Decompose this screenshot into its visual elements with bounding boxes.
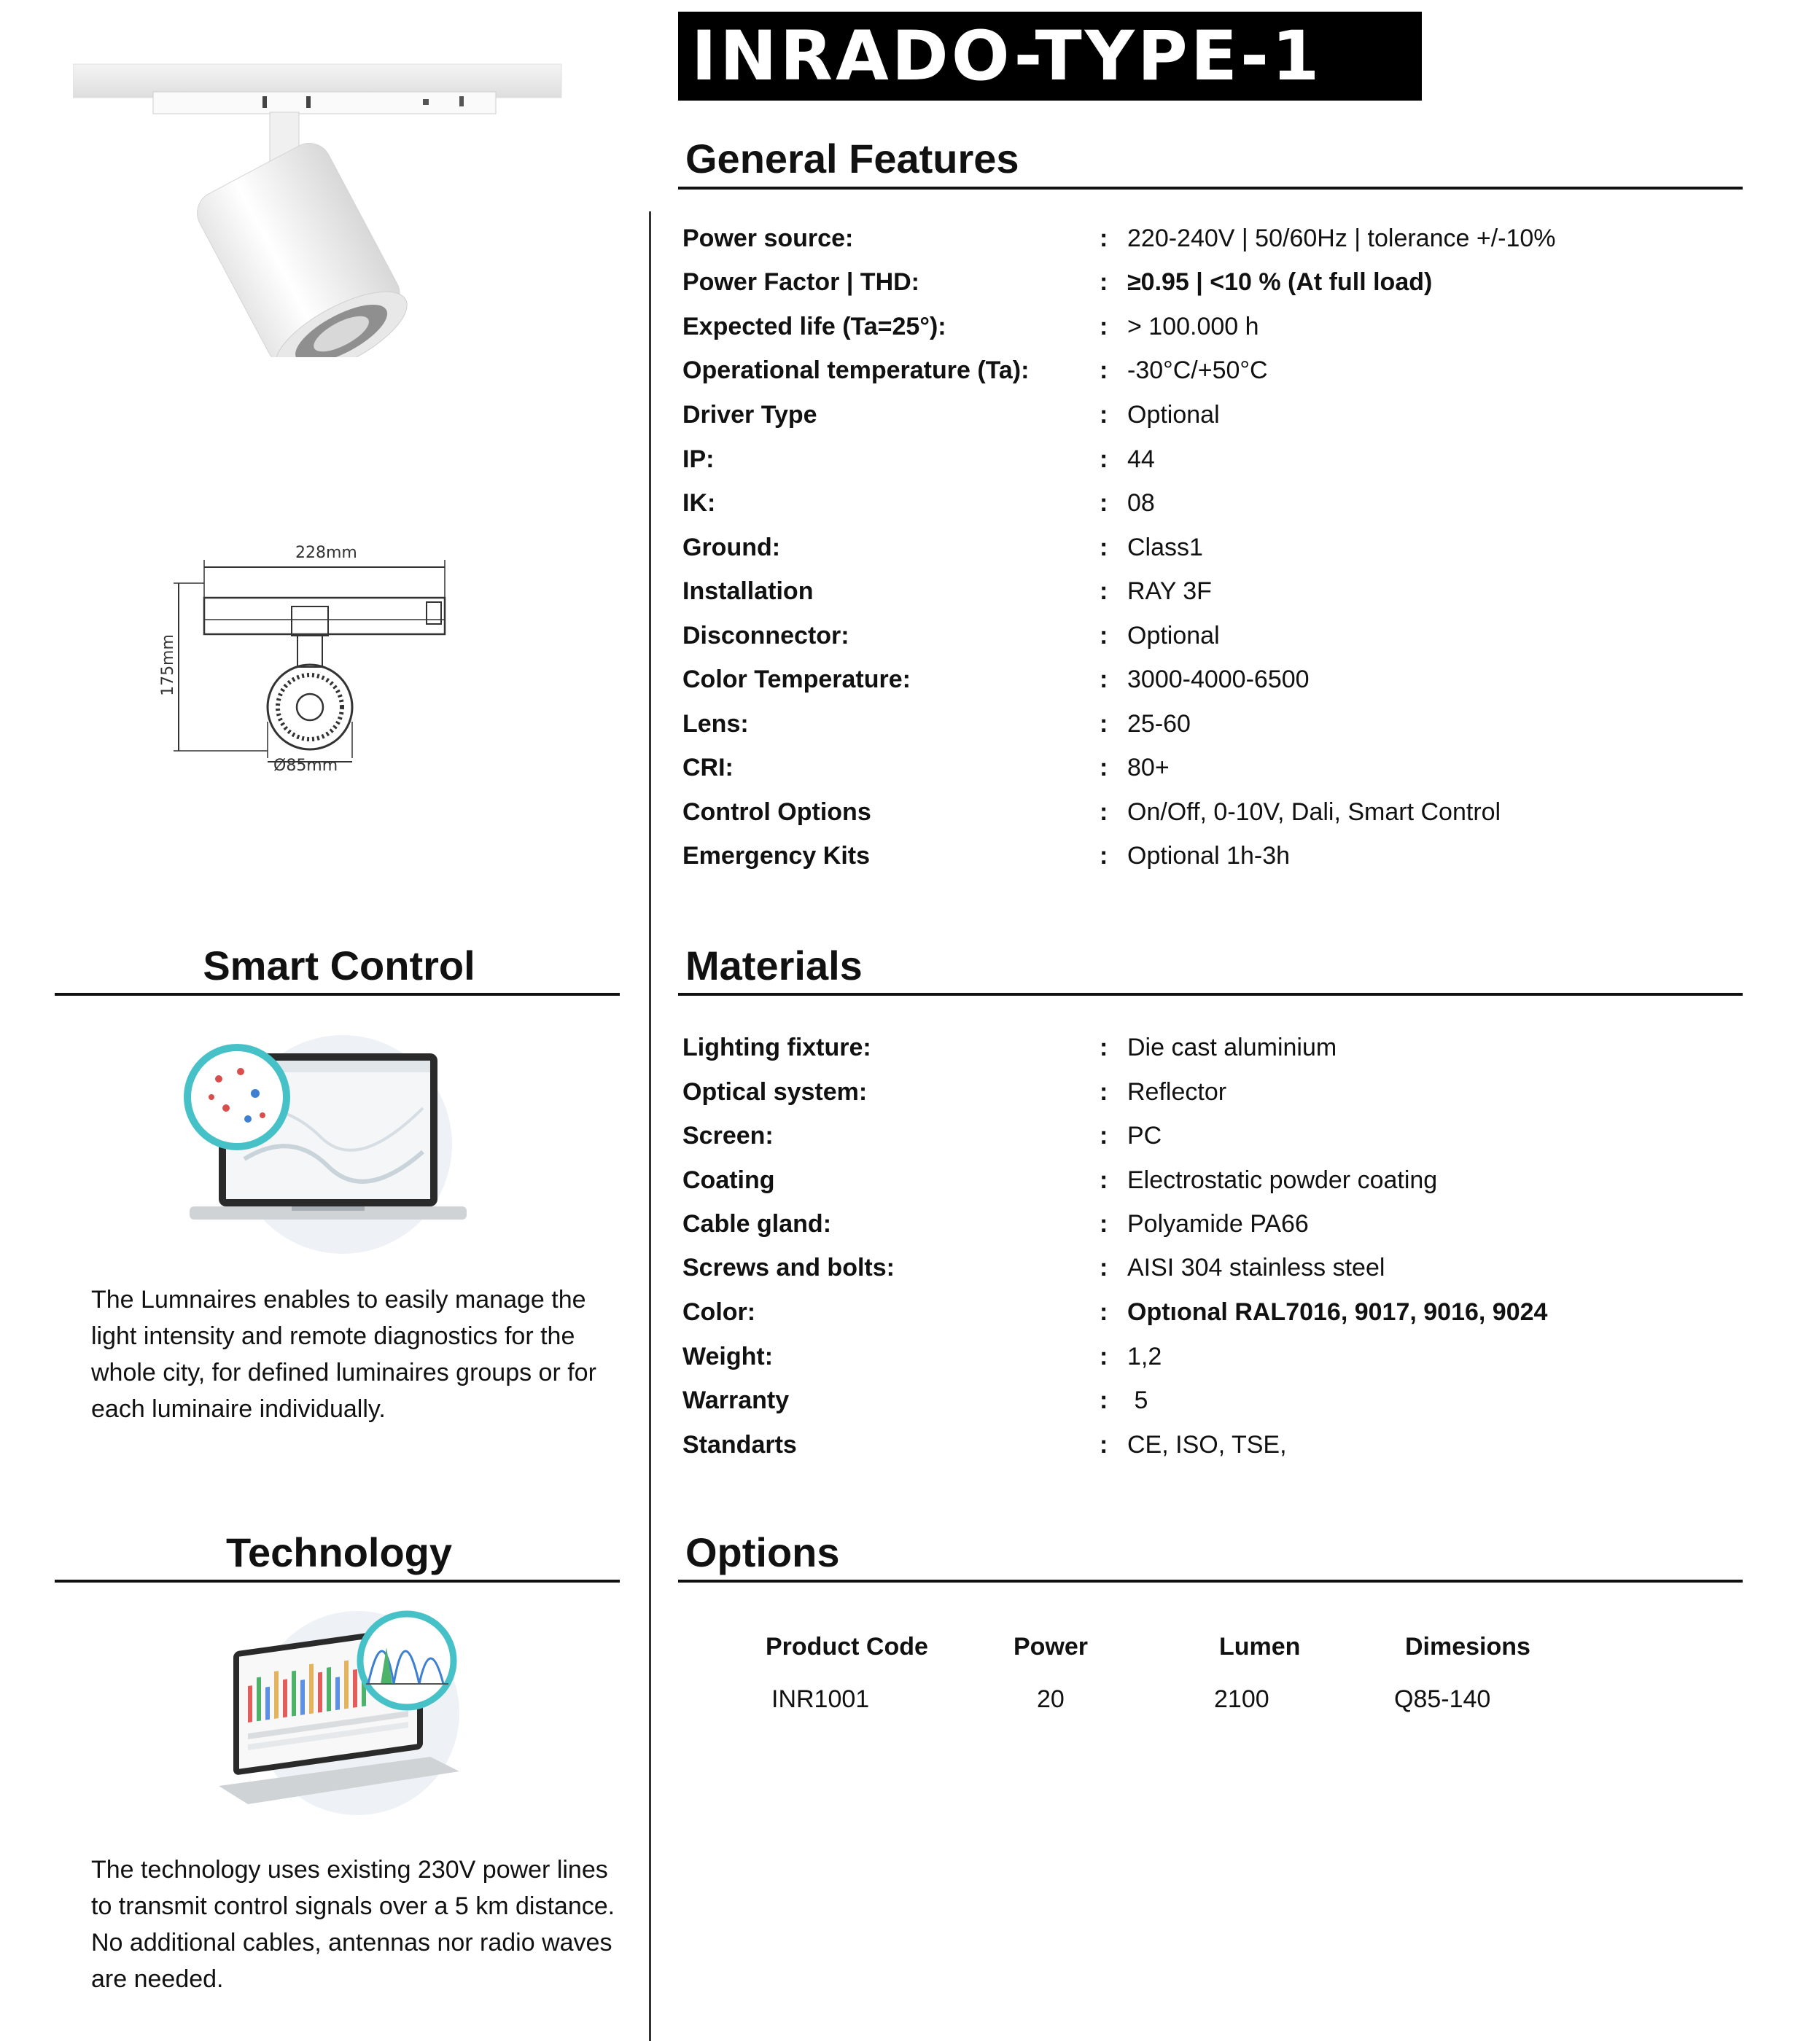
spec-row <box>682 1210 1747 1255</box>
materials-heading: Materials <box>685 943 863 988</box>
spec-colon: : <box>1100 842 1108 870</box>
spec-colon: : <box>1100 710 1108 738</box>
spec-colon: : <box>1100 225 1108 252</box>
drawing-width-label: 228mm <box>295 544 357 562</box>
options-cell-product-code: INR1001 <box>771 1685 870 1713</box>
spec-colon: : <box>1100 1166 1108 1194</box>
spec-row <box>682 577 1747 622</box>
spec-row <box>682 1254 1747 1298</box>
spec-colon: : <box>1100 1078 1108 1106</box>
options-cell-lumen: 2100 <box>1214 1685 1269 1713</box>
spec-label: Lens: <box>682 710 749 738</box>
spec-label: CRI: <box>682 754 734 781</box>
spec-colon: : <box>1100 754 1108 781</box>
spec-colon: : <box>1100 1122 1108 1150</box>
spec-label: Color: <box>682 1298 756 1326</box>
spec-value: > 100.000 h <box>1127 313 1259 340</box>
spec-colon: : <box>1100 1254 1108 1282</box>
spec-value: CE, ISO, TSE, <box>1127 1431 1287 1459</box>
spec-colon: : <box>1100 356 1108 384</box>
spec-row <box>682 710 1747 754</box>
materials-rule <box>678 993 1743 996</box>
spec-row <box>682 401 1747 445</box>
spec-value: Polyamide PA66 <box>1127 1210 1309 1238</box>
spec-row <box>682 1122 1747 1166</box>
spec-value: RAY 3F <box>1127 577 1212 605</box>
spec-value: Reflector <box>1127 1078 1227 1106</box>
spec-value: Optional <box>1127 401 1220 429</box>
spec-row <box>682 268 1747 313</box>
spec-label: Power source: <box>682 225 854 252</box>
drawing-height-label: 175mm <box>158 634 177 696</box>
spec-colon: : <box>1100 1210 1108 1238</box>
spec-row <box>682 534 1747 578</box>
product-photo <box>73 51 569 357</box>
spec-label: Warranty <box>682 1386 790 1414</box>
spec-label: Screen: <box>682 1122 774 1150</box>
spec-colon: : <box>1100 1343 1108 1370</box>
smart-control-text: The Lumnaires enables to easily manage the light intensity and remote diagnostics for the whole city, for defined luminaires groups or for each luminaire individually. <box>91 1286 596 1423</box>
spec-value: 25-60 <box>1127 710 1191 738</box>
spec-value: 1,2 <box>1127 1343 1162 1370</box>
options-cell-power: 20 <box>1037 1685 1065 1713</box>
general-features-heading: General Features <box>685 136 1019 182</box>
spec-colon: : <box>1100 577 1108 605</box>
spec-value: AISI 304 stainless steel <box>1127 1254 1385 1282</box>
product-title: INRADO-TYPE-1 <box>691 16 1323 96</box>
spec-colon: : <box>1100 1034 1108 1061</box>
options-header-dimensions: Dimesions <box>1405 1633 1530 1661</box>
spec-row <box>682 1166 1747 1211</box>
materials-list <box>682 1034 1747 1486</box>
smart-control-rule <box>55 993 620 996</box>
spec-value: 44 <box>1127 445 1155 473</box>
technology-heading: Technology <box>225 1529 453 1575</box>
spec-value: Electrostatic powder coating <box>1127 1166 1438 1194</box>
spec-value: PC <box>1127 1122 1162 1150</box>
spec-label: Operational temperature (Ta): <box>682 356 1030 384</box>
spec-colon: : <box>1100 666 1108 693</box>
general-features-rule <box>678 187 1743 190</box>
spec-value: 220-240V | 50/60Hz | tolerance +/-10% <box>1127 225 1556 252</box>
spec-value: ≥0.95 | <10 % (At full load) <box>1127 268 1433 296</box>
spec-row <box>682 1431 1747 1475</box>
spec-colon: : <box>1100 1298 1108 1326</box>
spec-row <box>682 313 1747 357</box>
spec-colon: : <box>1100 401 1108 429</box>
spec-row <box>682 1078 1747 1123</box>
spec-value: Optional 1h-3h <box>1127 842 1291 870</box>
spec-label: Standarts <box>682 1431 797 1459</box>
column-divider <box>649 211 651 2041</box>
spec-value: 80+ <box>1127 754 1170 781</box>
spec-label: Optical system: <box>682 1078 868 1106</box>
options-header-lumen: Lumen <box>1219 1633 1301 1661</box>
spec-row <box>682 666 1747 710</box>
technology-text: The technology uses existing 230V power lines to transmit control signals over a 5 km distance. No additional cables, antennas nor radio waves are needed. <box>91 1856 615 1993</box>
spec-row <box>682 225 1747 269</box>
options-cell-dimensions: Q85-140 <box>1394 1685 1491 1713</box>
spec-label: Ground: <box>682 534 781 561</box>
spec-row <box>682 754 1747 798</box>
spec-colon: : <box>1100 313 1108 340</box>
spec-label: Emergency Kits <box>682 842 870 870</box>
options-table <box>678 1633 1743 1735</box>
spec-row <box>682 489 1747 534</box>
spec-label: Screws and bolts: <box>682 1254 895 1282</box>
product-title-banner <box>678 12 1422 101</box>
spec-value: 08 <box>1127 489 1155 517</box>
technology-illustration <box>211 1604 489 1822</box>
spec-row <box>682 445 1747 490</box>
spec-row <box>682 1034 1747 1078</box>
options-heading: Options <box>685 1529 840 1575</box>
spec-row <box>682 1343 1747 1387</box>
spec-row <box>682 1298 1747 1343</box>
spec-label: Driver Type <box>682 401 817 429</box>
spec-value: Optıonal RAL7016, 9017, 9016, 9024 <box>1127 1298 1548 1326</box>
spec-row <box>682 622 1747 666</box>
spec-value: -30°C/+50°C <box>1127 356 1268 384</box>
spec-value: 3000-4000-6500 <box>1127 666 1310 693</box>
spec-value: Die cast aluminium <box>1127 1034 1337 1061</box>
smart-control-illustration <box>175 1021 481 1261</box>
spec-colon: : <box>1100 534 1108 561</box>
spec-label: Power Factor | THD: <box>682 268 919 296</box>
spec-row <box>682 798 1747 843</box>
options-rule <box>678 1580 1743 1583</box>
spec-label: Lighting fixture: <box>682 1034 871 1061</box>
spec-colon: : <box>1100 1386 1108 1414</box>
spec-label: Color Temperature: <box>682 666 911 693</box>
technical-drawing <box>153 539 459 787</box>
spec-label: Cable gland: <box>682 1210 832 1238</box>
general-features-list <box>682 225 1747 895</box>
spec-label: Expected life (Ta=25°): <box>682 313 946 340</box>
spec-colon: : <box>1100 268 1108 296</box>
smart-control-heading: Smart Control <box>203 943 475 988</box>
spec-value: Optional <box>1127 622 1220 650</box>
spec-label: Disconnector: <box>682 622 849 650</box>
spec-row <box>682 356 1747 401</box>
spec-colon: : <box>1100 622 1108 650</box>
spec-label: Coating <box>682 1166 775 1194</box>
spec-label: Control Options <box>682 798 871 826</box>
spec-row <box>682 1386 1747 1431</box>
options-header-product-code: Product Code <box>766 1633 928 1661</box>
technology-rule <box>55 1580 620 1583</box>
spec-label: Installation <box>682 577 814 605</box>
spec-colon: : <box>1100 445 1108 473</box>
spec-value: On/Off, 0-10V, Dali, Smart Control <box>1127 798 1501 826</box>
spec-value: Class1 <box>1127 534 1203 561</box>
spec-label: IK: <box>682 489 716 517</box>
spec-colon: : <box>1100 1431 1108 1459</box>
spec-label: IP: <box>682 445 715 473</box>
drawing-diameter-label: Ø85mm <box>273 757 338 775</box>
options-header-power: Power <box>1014 1633 1089 1661</box>
spec-colon: : <box>1100 489 1108 517</box>
spec-label: Weight: <box>682 1343 774 1370</box>
spec-value: 5 <box>1127 1386 1148 1414</box>
spec-colon: : <box>1100 798 1108 826</box>
spec-row <box>682 842 1747 886</box>
